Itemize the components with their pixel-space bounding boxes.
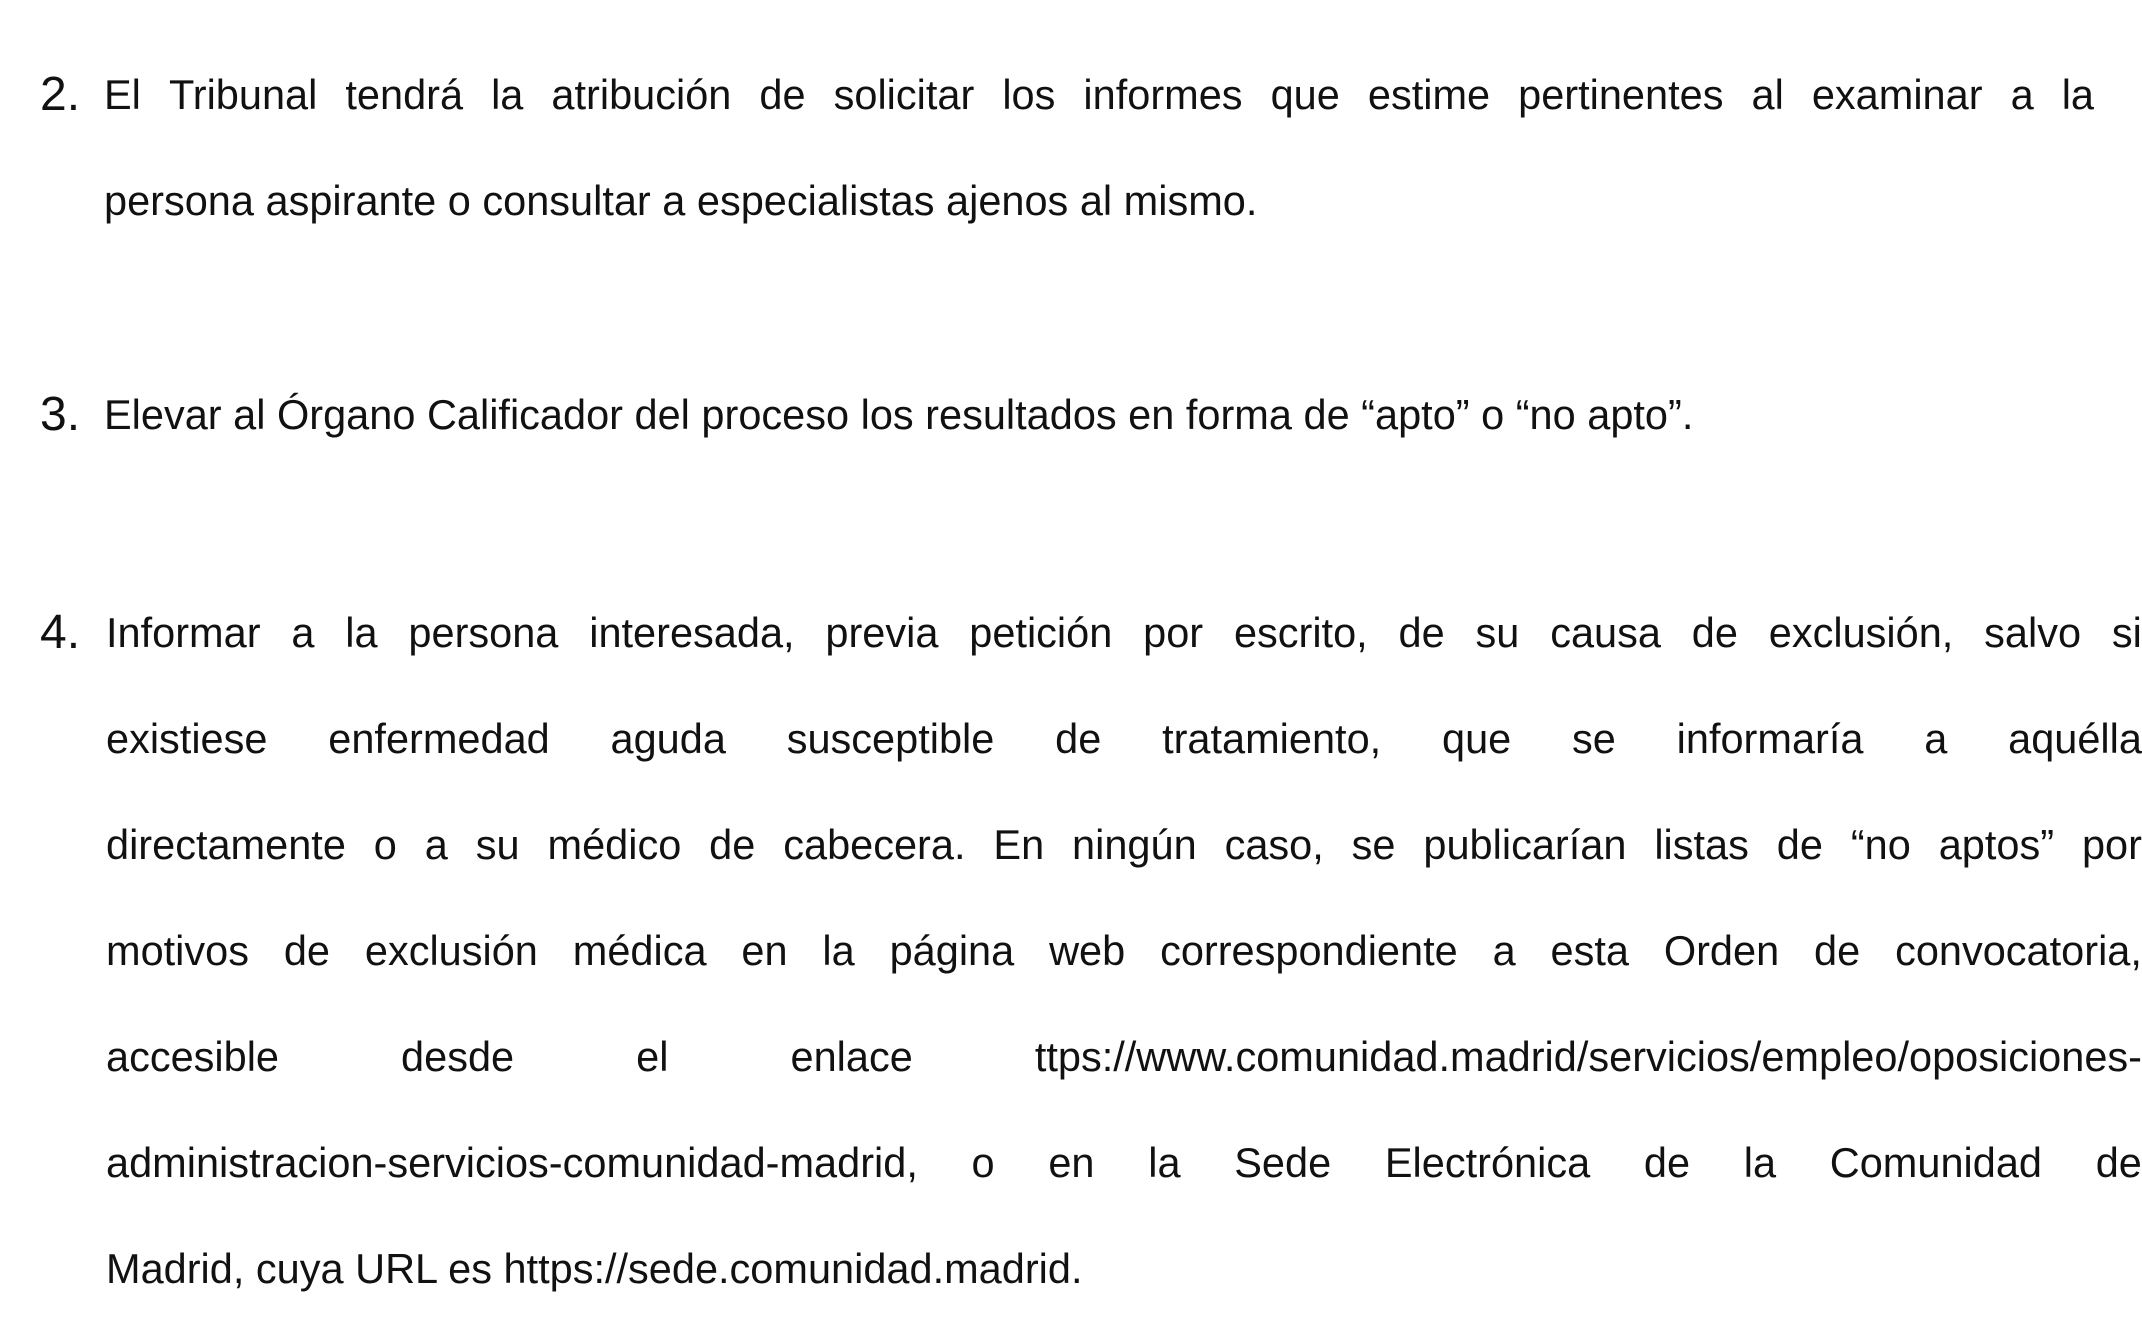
text-line: Elevar al Órgano Calificador del proceso los resultados en forma de “apto” o “no apto”. [104, 391, 1694, 438]
word: aquélla [2008, 715, 2142, 762]
word: su [475, 821, 520, 868]
word: o [971, 1139, 995, 1186]
word: a [424, 821, 448, 868]
word: de [283, 927, 331, 974]
text-line [106, 686, 2142, 792]
word: de [1398, 609, 1445, 656]
word: el [636, 1033, 669, 1080]
word: El [104, 71, 141, 118]
word: al [1751, 71, 1784, 118]
word: caso, [1224, 821, 1324, 868]
word: susceptible [786, 715, 995, 762]
text-line [106, 1004, 2142, 1110]
word: publicarían [1423, 821, 1627, 868]
word: informaría [1676, 715, 1864, 762]
word: en [1048, 1139, 1095, 1186]
word: la [491, 71, 524, 118]
word: “no [1850, 821, 1911, 868]
word: por [2081, 821, 2142, 868]
word: accesible [106, 1033, 280, 1080]
word: exclusión [364, 927, 538, 974]
item-number: 3. [40, 388, 81, 441]
word: ttps://www.comunidad.madrid/servicios/empleo/oposiciones- [1034, 1033, 2142, 1080]
word: de [2095, 1139, 2142, 1186]
word: que [1270, 71, 1340, 118]
word: salvo [1984, 609, 2082, 656]
word: en [741, 927, 788, 974]
text-line [106, 898, 2142, 1004]
word: enfermedad [328, 715, 550, 762]
word: pertinentes [1518, 71, 1724, 118]
word: si [2111, 609, 2142, 656]
word: estime [1367, 71, 1491, 118]
word: directamente [106, 821, 346, 868]
word: correspondiente [1160, 927, 1458, 974]
word: Orden [1663, 927, 1780, 974]
word: Electrónica [1384, 1139, 1591, 1186]
word: En [993, 821, 1045, 868]
word: Informar [106, 609, 261, 656]
text-line [104, 42, 2094, 148]
word: web [1049, 927, 1126, 974]
word: la [1148, 1139, 1181, 1186]
word: motivos [106, 927, 249, 974]
word: se [1351, 821, 1396, 868]
word: a [2010, 71, 2034, 118]
word: a [1924, 715, 1948, 762]
word: cabecera. [783, 821, 966, 868]
word: los [1002, 71, 1056, 118]
text-line [106, 792, 2142, 898]
word: de [709, 821, 756, 868]
word: que [1441, 715, 1512, 762]
word: previa [825, 609, 939, 656]
word: de [1643, 1139, 1691, 1186]
word: de [1055, 715, 1102, 762]
word: de [1776, 821, 1823, 868]
item-number: 2. [40, 68, 81, 121]
word: Comunidad [1829, 1139, 2042, 1186]
word: a [291, 609, 315, 656]
word: examinar [1811, 71, 1983, 118]
word: la [1743, 1139, 1777, 1186]
word: la [2061, 71, 2094, 118]
item-number: 4. [40, 606, 81, 659]
text-line [106, 1110, 2142, 1216]
word: tendrá [345, 71, 464, 118]
word: médico [547, 821, 682, 868]
word: listas [1654, 821, 1749, 868]
word: solicitar [833, 71, 975, 118]
word: administracion-servicios-comunidad-madrid, [106, 1139, 918, 1186]
text-line: Madrid, cuya URL es https://sede.comunidad.madrid. [106, 1245, 1083, 1292]
word: Tribunal [168, 71, 318, 118]
word: la [345, 609, 378, 656]
word: de [759, 71, 806, 118]
word: de [1814, 927, 1861, 974]
word: enlace [790, 1033, 913, 1080]
word: persona [408, 609, 559, 656]
word: por [1143, 609, 1204, 656]
word: interesada, [589, 609, 795, 656]
word: desde [401, 1033, 515, 1080]
word: causa [1550, 609, 1661, 656]
text-line [106, 580, 2142, 686]
word: convocatoria, [1895, 927, 2142, 974]
word: atribución [551, 71, 732, 118]
word: a [1492, 927, 1516, 974]
word: aguda [610, 715, 726, 762]
word: o [373, 821, 397, 868]
word: existiese [106, 715, 268, 762]
text-line: persona aspirante o consultar a especialistas ajenos al mismo. [104, 177, 1258, 224]
word: esta [1550, 927, 1629, 974]
word: exclusión, [1768, 609, 1954, 656]
word: escrito, [1233, 609, 1368, 656]
word: Sede [1234, 1139, 1332, 1186]
word: petición [969, 609, 1113, 656]
word: médica [572, 927, 707, 974]
word: ningún [1072, 821, 1197, 868]
word: informes [1083, 71, 1243, 118]
word: su [1475, 609, 1520, 656]
word: de [1691, 609, 1738, 656]
word: se [1572, 715, 1616, 762]
word: página [889, 927, 1015, 974]
word: aptos” [1938, 821, 2055, 868]
word: tratamiento, [1162, 715, 1382, 762]
word: la [822, 927, 855, 974]
